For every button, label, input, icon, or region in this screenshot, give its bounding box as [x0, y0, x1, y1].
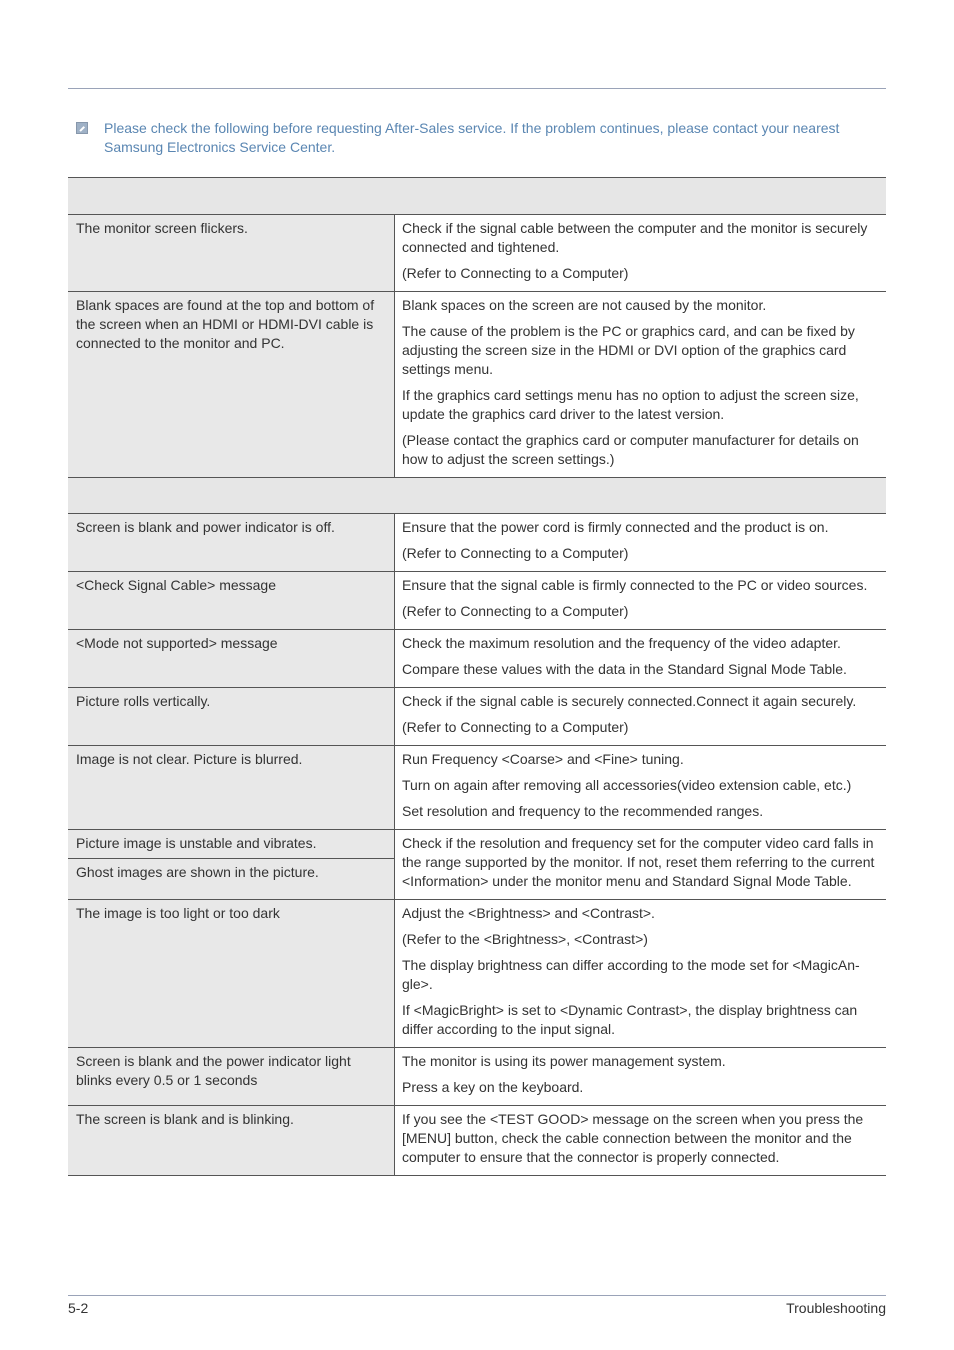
- solution-cell: [395, 1048, 886, 1105]
- table-row: [68, 215, 886, 292]
- table-row: [68, 1048, 886, 1106]
- problem-cell: [68, 215, 395, 291]
- table-row: [68, 1106, 886, 1176]
- problem-text: Screen is blank and power indicator is off.: [76, 519, 335, 535]
- solution-text: Ensure that the signal cable is firmly connected to the PC or video sources.: [402, 577, 868, 593]
- problem-text: Picture image is unstable and vibrates.: [76, 835, 317, 851]
- solution-text: Press a key on the keyboard.: [402, 1079, 584, 1095]
- problem-text: <Check Signal Cable> message: [76, 577, 277, 593]
- table-row: [68, 630, 886, 688]
- solution-text: (Refer to Connecting to a Computer): [402, 545, 629, 561]
- solution-text: If the graphics card settings menu has no option to adjust the screen size, update the graphics card driver to the latest version.: [402, 387, 859, 422]
- problem-text: Screen is blank and the power indicator light blinks every 0.5 or 1 seconds: [76, 1053, 351, 1088]
- problem-cell: [68, 572, 395, 629]
- table-row: [68, 746, 886, 830]
- solution-text: (Refer to the <Brightness>, <Contrast>): [402, 931, 648, 947]
- problem-cell: [68, 514, 395, 571]
- solution-text: (Refer to Connecting to a Computer): [402, 603, 629, 619]
- solution-text: Compare these values with the data in the Standard Signal Mode Table.: [402, 661, 847, 677]
- solution-cell: [395, 1106, 886, 1175]
- solution-text: Check the maximum resolution and the frequency of the video adapter.: [402, 635, 841, 651]
- chapter-title: Troubleshooting: [786, 1300, 886, 1316]
- solution-cell: [395, 830, 886, 899]
- table-row: [68, 830, 886, 900]
- header-rule: [68, 88, 886, 89]
- troubleshooting-table-1: [68, 177, 886, 1176]
- solution-text: (Please contact the graphics card or computer manufacturer for details on how to adjust the screen settings.): [402, 432, 859, 467]
- solution-cell: [395, 900, 886, 1047]
- page-number: 5-2: [68, 1300, 89, 1316]
- solution-cell: [395, 630, 886, 687]
- service-note: [76, 119, 876, 157]
- footer-rule: [68, 1295, 886, 1296]
- solution-cell: [395, 215, 886, 291]
- note-icon: [76, 122, 88, 134]
- solution-cell: [395, 292, 886, 477]
- problem-text: Ghost images are shown in the picture.: [68, 858, 394, 887]
- problem-cell: [68, 292, 395, 477]
- table-row: [68, 572, 886, 630]
- problem-text: Blank spaces are found at the top and bottom of the screen when an HDMI or HDMI-DVI cable is connected to the monitor and PC.: [76, 297, 375, 351]
- solution-text: Check if the resolution and frequency set for the computer video card falls in the range supported by the monitor. If not, reset them referring to the current <Information> under the monitor menu and Standard Signal Mode Table.: [402, 835, 875, 889]
- table-row: [68, 688, 886, 746]
- table-row: [68, 514, 886, 572]
- solution-text: Turn on again after removing all accessories(video extension cable, etc.): [402, 777, 852, 793]
- solution-text: Run Frequency <Coarse> and <Fine> tuning.: [402, 751, 684, 767]
- service-note-text: Please check the following before requesting After-Sales service. If the problem continues, please contact your nearest Samsung Electronics Service Center.: [104, 120, 840, 155]
- solution-cell: [395, 688, 886, 745]
- problem-text: <Mode not supported> message: [76, 635, 278, 651]
- solution-cell: [395, 514, 886, 571]
- solution-text: Ensure that the power cord is firmly connected and the product is on.: [402, 519, 829, 535]
- solution-text: The display brightness can differ according to the mode set for <MagicAn-gle>.: [402, 957, 860, 992]
- solution-text: If <MagicBright> is set to <Dynamic Contrast>, the display brightness can differ according to the input signal.: [402, 1002, 858, 1037]
- problem-cell: [68, 630, 395, 687]
- problem-cell: [68, 830, 395, 899]
- solution-text: The monitor is using its power management system.: [402, 1053, 726, 1069]
- problem-text: The image is too light or too dark: [76, 905, 280, 921]
- solution-cell: [395, 746, 886, 829]
- solution-text: (Refer to Connecting to a Computer): [402, 719, 629, 735]
- solution-text: Set resolution and frequency to the recommended ranges.: [402, 803, 764, 819]
- solution-text: Check if the signal cable is securely connected.Connect it again securely.: [402, 693, 857, 709]
- problem-text: The monitor screen flickers.: [76, 220, 248, 236]
- solution-text: If you see the <TEST GOOD> message on the screen when you press the [MENU] button, check the cable connection between the monitor and the computer to ensure that the connector is properly connected.: [402, 1111, 864, 1165]
- solution-text: Blank spaces on the screen are not caused by the monitor.: [402, 297, 767, 313]
- section-header-2: [68, 478, 886, 514]
- problem-cell: [68, 900, 395, 1047]
- problem-cell: [68, 1048, 395, 1105]
- problem-cell: [68, 688, 395, 745]
- table-row: [68, 900, 886, 1048]
- problem-text: Image is not clear. Picture is blurred.: [76, 751, 303, 767]
- problem-text: The screen is blank and is blinking.: [76, 1111, 294, 1127]
- solution-cell: [395, 572, 886, 629]
- table-row: [68, 292, 886, 478]
- problem-text: Picture rolls vertically.: [76, 693, 211, 709]
- solution-text: The cause of the problem is the PC or graphics card, and can be fixed by adjusting the screen size in the HDMI or DVI option of the graphics card settings menu.: [402, 323, 855, 377]
- problem-cell: [68, 1106, 395, 1175]
- solution-text: Check if the signal cable between the computer and the monitor is securely connected and tightened.: [402, 220, 868, 255]
- solution-text: Adjust the <Brightness> and <Contrast>.: [402, 905, 655, 921]
- solution-text: (Refer to Connecting to a Computer): [402, 265, 629, 281]
- section-header-1: [68, 178, 886, 215]
- problem-cell: [68, 746, 395, 829]
